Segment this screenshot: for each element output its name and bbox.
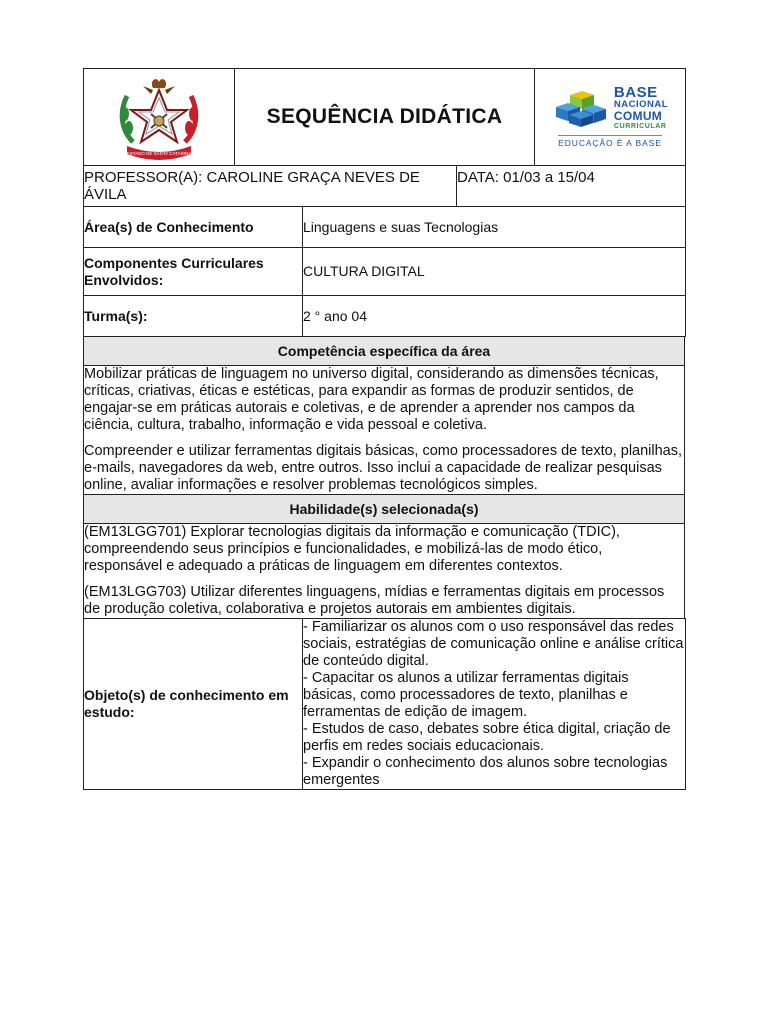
objeto-item: - Expandir o conhecimento dos alunos sobre tecnologias emergentes <box>303 755 668 788</box>
objetos-list <box>303 619 686 790</box>
objeto-item: - Estudos de caso, debates sobre ética digital, criação de perfis em redes sociais educacionais. <box>303 721 671 754</box>
habilidade-paragraph: (EM13LGG703) Utilizar diferentes linguagens, mídias e ferramentas digitais em processos de produção coletiva, colaborativa e projetos autorais em ambientes digitais. <box>84 584 665 617</box>
objeto-item: - Capacitar os alunos a utilizar ferramentas digitais básicas, como processadores de texto, planilhas e ferramentas de edição de imagem. <box>303 670 629 720</box>
state-seal-cell <box>84 69 235 166</box>
header-table <box>83 68 686 166</box>
objetos-label: Objeto(s) de conhecimento em estudo: <box>84 619 303 790</box>
objetos-table <box>83 618 686 790</box>
info-table <box>83 165 686 207</box>
competencia-body <box>84 366 685 495</box>
class-value: 2 ° ano 04 <box>303 296 686 337</box>
habilidade-paragraph: (EM13LGG701) Explorar tecnologias digitais da informação e comunicação (TDIC), compreendendo seus princípios e funcionalidades, e mobilizá-las de modo ético, responsável e adequado a práticas de linguagem em diferentes contextos. <box>84 524 620 574</box>
competencia-table <box>83 336 685 619</box>
habilidades-heading: Habilidade(s) selecionada(s) <box>84 495 685 524</box>
bncc-line-3: COMUM <box>613 109 663 123</box>
class-label: Turma(s): <box>84 296 303 337</box>
competencia-paragraph: Compreender e utilizar ferramentas digitais básicas, como processadores de texto, planilhas, e-mails, navegadores da web, entre outros. Isso inclui a capacidade de realizar pesquisas online, avaliar informações e resolver problemas tecnológicos simples. <box>84 443 683 493</box>
bncc-line-2: NACIONAL <box>613 99 669 110</box>
bncc-line-4: CURRICULAR <box>613 123 667 130</box>
professor-name: PROFESSOR(A): CAROLINE GRAÇA NEVES DE ÁVILA <box>84 166 457 207</box>
components-value: CULTURA DIGITAL <box>303 248 686 296</box>
bncc-line-1: BASE <box>613 84 658 101</box>
page-title: SEQUÊNCIA DIDÁTICA <box>235 69 535 166</box>
objeto-item: - Familiarizar os alunos com o uso responsável das redes sociais, estratégias de comunicação online e análise crítica de conteúdo digital. <box>303 619 684 669</box>
document <box>83 68 685 790</box>
details-table <box>83 206 686 337</box>
bncc-logo-cell <box>535 69 686 166</box>
competencia-paragraph: Mobilizar práticas de linguagem no universo digital, considerando as dimensões técnicas, críticas, criativas, éticas e estéticas, para expandir as formas de produzir sentidos, de engajar-se em práticas autorais e coletivas, e de aprender a aprender nos campos da ciência, cultura, trabalho, informação e vida pessoal e coletiva. <box>84 366 659 433</box>
seal-ribbon-text: ESTADO DE SANTA CATARINA <box>126 151 192 156</box>
habilidades-body <box>84 524 685 619</box>
date-range: DATA: 01/03 a 15/04 <box>457 166 686 207</box>
area-label: Área(s) de Conhecimento <box>84 207 303 248</box>
competencia-heading: Competência específica da área <box>84 337 685 366</box>
bncc-cubes-icon <box>552 91 610 127</box>
bncc-tagline: EDUCAÇÃO É A BASE <box>558 135 662 148</box>
components-label: Componentes Curriculares Envolvidos: <box>84 248 303 296</box>
area-value: Linguagens e suas Tecnologias <box>303 207 686 248</box>
santa-catarina-seal-icon <box>113 72 205 162</box>
